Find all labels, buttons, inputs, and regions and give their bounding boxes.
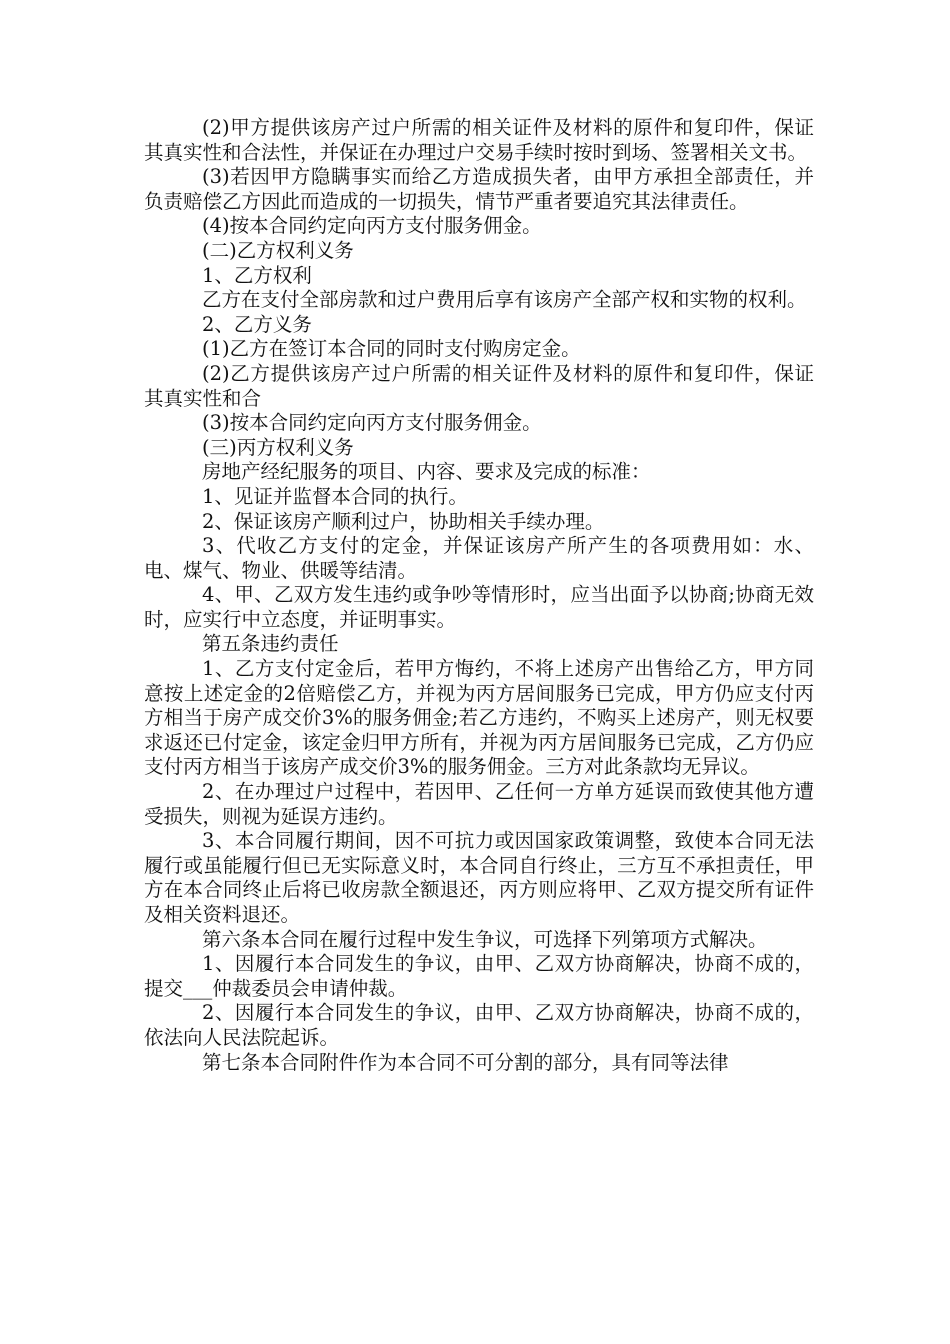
paragraph-buyer-deposit: (1)乙方在签订本合同的同时支付购房定金。 (202, 337, 581, 361)
paragraph-buyer-documents: (2)乙方提供该房产过户所需的相关证件及材料的原件和复印件，保证其真实性和合 (144, 361, 814, 410)
paragraph-agent-collect-deposit: 3、代收乙方支付的定金，并保证该房产所产生的各项费用如：水、电、煤气、物业、供暖等结清。 (144, 534, 814, 582)
document-page (144, 116, 814, 1075)
paragraph-article-seven: 第七条本合同附件作为本合同不可分割的部分，具有同等法律 (202, 1050, 729, 1074)
heading-buyer-rights: 1、乙方权利 (202, 263, 312, 287)
heading-article-five: 第五条违约责任 (202, 632, 339, 656)
paragraph-agent-service-standard: 房地产经纪服务的项目、内容、要求及完成的标准： (202, 460, 651, 484)
heading-article-six: 第六条本合同在履行过程中发生争议，可选择下列第项方式解决。 (202, 927, 768, 951)
paragraph-seller-documents: (2)甲方提供该房产过户所需的相关证件及材料的原件和复印件，保证其真实性和合法性，并保证在办理过户交易手续时按时到场、签署相关文书。 (144, 116, 814, 164)
paragraph-buyer-rights: 乙方在支付全部房款和过户费用后享有该房产全部产权和实物的权利。 (202, 288, 807, 312)
heading-agent-rights-obligations: (三)丙方权利义务 (202, 435, 354, 459)
paragraph-agent-mediation: 4、甲、乙双方发生违约或争吵等情形时，应当出面予以协商;协商无效时，应实行中立态度，并证明事实。 (144, 583, 814, 631)
paragraph-dispute-court: 2、因履行本合同发生的争议，由甲、乙双方协商解决，协商不成的，依法向人民法院起诉。 (144, 1001, 814, 1049)
paragraph-seller-concealment: (3)若因甲方隐瞒事实而给乙方造成损失者，由甲方承担全部责任，并负责赔偿乙方因此而造成的一切损失，情节严重者要追究其法律责任。 (144, 165, 814, 213)
heading-buyer-obligations: 2、乙方义务 (202, 312, 312, 336)
paragraph-force-majeure: 3、本合同履行期间，因不可抗力或因国家政策调整，致使本合同无法履行或虽能履行但已无实际意义时，本合同自行终止，三方互不承担责任，甲方在本合同终止后将已收房款全额退还，丙方则应将甲、乙双方提交所有证件及相关资料退还。 (144, 829, 814, 926)
paragraph-seller-commission: (4)按本合同约定向丙方支付服务佣金。 (202, 214, 542, 238)
paragraph-dispute-arbitration: 1、因履行本合同发生的争议，由甲、乙双方协商解决，协商不成的，提交___仲裁委员会申请仲裁。 (144, 952, 814, 1000)
paragraph-buyer-commission: (3)按本合同约定向丙方支付服务佣金。 (202, 411, 542, 435)
paragraph-breach-deposit: 1、乙方支付定金后，若甲方悔约，不将上述房产出售给乙方，甲方同意按上述定金的2倍赔偿乙方，并视为丙方居间服务已完成，甲方仍应支付丙方相当于房产成交价3%的服务佣金;若乙方违约，不购买上述房产，则无权要求返还已付定金，该定金归甲方所有，并视为丙方居间服务已完成，乙方仍应支付丙方相当于该房产成交价3%的服务佣金。三方对此条款均无异议。 (144, 657, 814, 779)
paragraph-agent-transfer: 2、保证该房产顺利过户，协助相关手续办理。 (202, 509, 605, 533)
paragraph-breach-delay: 2、在办理过户过程中，若因甲、乙任何一方单方延误而致使其他方遭受损失，则视为延误方违约。 (144, 780, 814, 828)
paragraph-agent-witness: 1、见证并监督本合同的执行。 (202, 484, 468, 508)
heading-buyer-rights-obligations: (二)乙方权利义务 (202, 238, 354, 262)
